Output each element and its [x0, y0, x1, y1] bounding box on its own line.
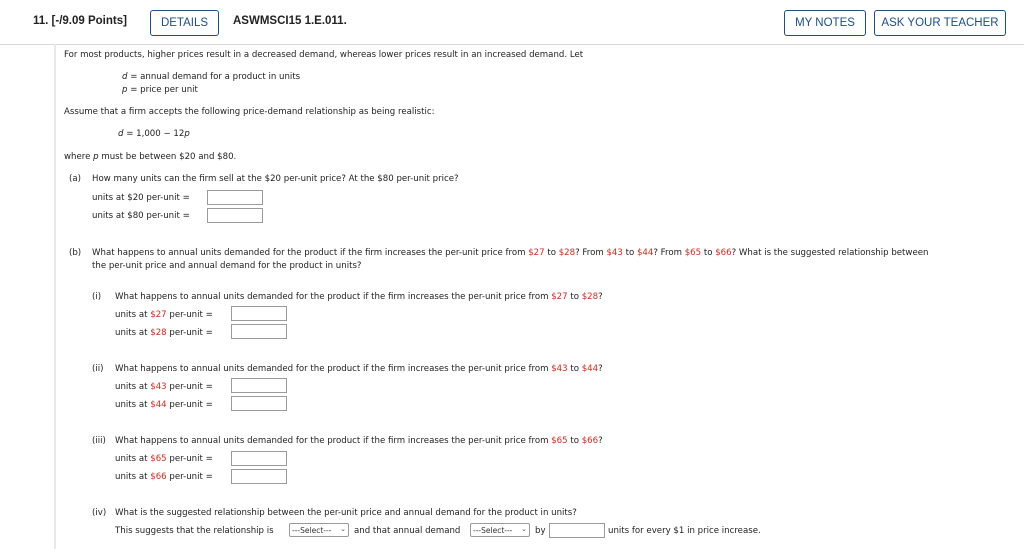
question-id: ASWMSCI15 1.E.011.	[233, 15, 347, 27]
price-43: $43	[606, 248, 623, 258]
sub-i-price-a: $27	[551, 292, 568, 302]
sub-iii-q-end: ?	[598, 436, 603, 446]
sub-i-row1-pre: units at	[115, 310, 151, 320]
to-2: to	[622, 248, 637, 258]
assume-text: Assume that a firm accepts the following price-demand relationship as being realistic:	[64, 107, 435, 117]
sub-ii-q-end: ?	[598, 364, 603, 374]
sub-ii-row2-price: $44	[150, 400, 167, 410]
sub-iii-row2-post: per-unit =	[166, 472, 213, 482]
eq-var-p: p	[184, 129, 190, 139]
sub-iv-question: What is the suggested relationship between the per-unit price and annual demand for the product in units?	[115, 508, 577, 518]
sub-iv-sentence-mid: and that annual demand	[354, 526, 461, 536]
sub-ii-row1-post: per-unit =	[166, 382, 213, 392]
units-at-28-input[interactable]	[231, 324, 287, 339]
sub-i-row2-pre: units at	[115, 328, 151, 338]
units-at-20-input[interactable]	[207, 190, 263, 205]
definition-p-text: = price per unit	[127, 85, 198, 95]
sub-ii-q-pre: What happens to annual units demanded for the product if the firm increases the per-unit price from	[115, 364, 552, 374]
details-button[interactable]: DETAILS	[150, 10, 219, 36]
chevron-down-icon: ⌄	[340, 525, 346, 533]
where-pre: where	[64, 152, 94, 162]
sub-i-row1-label	[115, 310, 213, 320]
part-a-question: How many units can the firm sell at the $20 per-unit price? At the $80 per-unit price?	[92, 174, 459, 184]
sub-ii-row1-label	[115, 382, 213, 392]
part-b-question	[92, 248, 928, 258]
sub-i-question	[115, 292, 603, 302]
sub-i-row2-price: $28	[150, 328, 167, 338]
sub-iii-label: (iii)	[92, 436, 106, 446]
q-mid-2: ? From	[653, 248, 685, 258]
sub-iii-row1-pre: units at	[115, 454, 151, 464]
demand-direction-select[interactable]	[470, 523, 530, 537]
ask-teacher-button[interactable]: ASK YOUR TEACHER	[874, 10, 1006, 36]
sub-ii-label: (ii)	[92, 364, 104, 374]
sub-ii-row2-pre: units at	[115, 400, 151, 410]
demand-direction-select-value: ---Select---	[473, 525, 513, 535]
where-var: p	[93, 152, 99, 162]
sub-iii-to: to	[567, 436, 582, 446]
units-at-65-input[interactable]	[231, 451, 287, 466]
sub-i-row2-post: per-unit =	[166, 328, 213, 338]
sub-iii-question	[115, 436, 603, 446]
sub-ii-row2-label	[115, 400, 213, 410]
sub-iii-row1-label	[115, 454, 213, 464]
sub-iii-q-pre: What happens to annual units demanded for the product if the firm increases the per-unit price from	[115, 436, 552, 446]
sub-ii-to: to	[567, 364, 582, 374]
sub-iv-sentence-pre: This suggests that the relationship is	[115, 526, 274, 536]
sub-iv-by: by	[535, 526, 546, 536]
definition-d	[122, 72, 300, 82]
sub-iv-label: (iv)	[92, 508, 107, 518]
definition-p	[122, 85, 198, 95]
sub-iii-price-a: $65	[551, 436, 568, 446]
part-b-q-post: ? What is the suggested relationship between	[731, 248, 929, 258]
q-mid-1: ? From	[575, 248, 607, 258]
relationship-select-value: ---Select---	[292, 525, 332, 535]
sub-i-to: to	[567, 292, 582, 302]
chevron-down-icon: ⌄	[521, 525, 527, 533]
sub-ii-row1-price: $43	[150, 382, 167, 392]
eq-var-d: d	[118, 129, 124, 139]
units-at-66-input[interactable]	[231, 469, 287, 484]
to-1: to	[544, 248, 559, 258]
part-b-label: (b)	[69, 248, 82, 258]
sub-iv-sentence-post: units for every $1 in price increase.	[608, 526, 761, 536]
price-44: $44	[636, 248, 654, 258]
part-b-question-line2: the per-unit price and annual demand for the product in units?	[92, 261, 362, 271]
where-post: must be between $20 and $80.	[98, 152, 237, 162]
header-divider	[0, 44, 1024, 45]
sub-ii-price-a: $43	[551, 364, 568, 374]
price-66: $66	[715, 248, 732, 258]
where-text	[64, 152, 236, 162]
sub-ii-row1-pre: units at	[115, 382, 151, 392]
price-27: $27	[528, 248, 545, 258]
sub-iii-row2-label	[115, 472, 213, 482]
part-a-row1-label: units at $20 per-unit =	[92, 193, 190, 203]
sub-i-row1-price: $27	[150, 310, 167, 320]
units-at-43-input[interactable]	[231, 378, 287, 393]
sub-i-q-pre: What happens to annual units demanded for the product if the firm increases the per-unit price from	[115, 292, 552, 302]
sub-ii-question	[115, 364, 603, 374]
units-at-80-input[interactable]	[207, 208, 263, 223]
sub-iii-row2-pre: units at	[115, 472, 151, 482]
units-at-27-input[interactable]	[231, 306, 287, 321]
my-notes-button[interactable]: MY NOTES	[784, 10, 866, 36]
sub-i-row1-post: per-unit =	[166, 310, 213, 320]
sub-i-q-end: ?	[598, 292, 603, 302]
demand-equation	[118, 129, 190, 139]
sub-i-row2-label	[115, 328, 213, 338]
price-65: $65	[684, 248, 702, 258]
intro-text: For most products, higher prices result in a decreased demand, whereas lower prices result in an increased demand. Let	[64, 50, 584, 60]
sub-iii-price-b: $66	[581, 436, 599, 446]
sub-i-price-b: $28	[581, 292, 599, 302]
question-header	[0, 0, 1024, 44]
eq-mid: = 1,000 − 12	[123, 129, 185, 139]
sub-iii-row1-price: $65	[150, 454, 167, 464]
definition-d-text: = annual demand for a product in units	[127, 72, 301, 82]
sub-i-label: (i)	[92, 292, 102, 302]
relationship-select[interactable]	[289, 523, 349, 537]
part-b-q-pre: What happens to annual units demanded for the product if the firm increases the per-unit price from	[92, 248, 529, 258]
price-28: $28	[558, 248, 576, 258]
sub-ii-price-b: $44	[581, 364, 599, 374]
var-p: p	[122, 85, 128, 95]
question-number: 11. [-/9.09 Points]	[33, 15, 127, 27]
units-at-44-input[interactable]	[231, 396, 287, 411]
units-per-dollar-input[interactable]	[549, 523, 605, 538]
sub-iii-row1-post: per-unit =	[166, 454, 213, 464]
sub-iii-row2-price: $66	[150, 472, 167, 482]
part-a-label: (a)	[69, 174, 81, 184]
var-d: d	[122, 72, 128, 82]
question-left-border	[54, 44, 56, 549]
to-3: to	[701, 248, 716, 258]
part-a-row2-label: units at $80 per-unit =	[92, 211, 190, 221]
sub-ii-row2-post: per-unit =	[166, 400, 213, 410]
